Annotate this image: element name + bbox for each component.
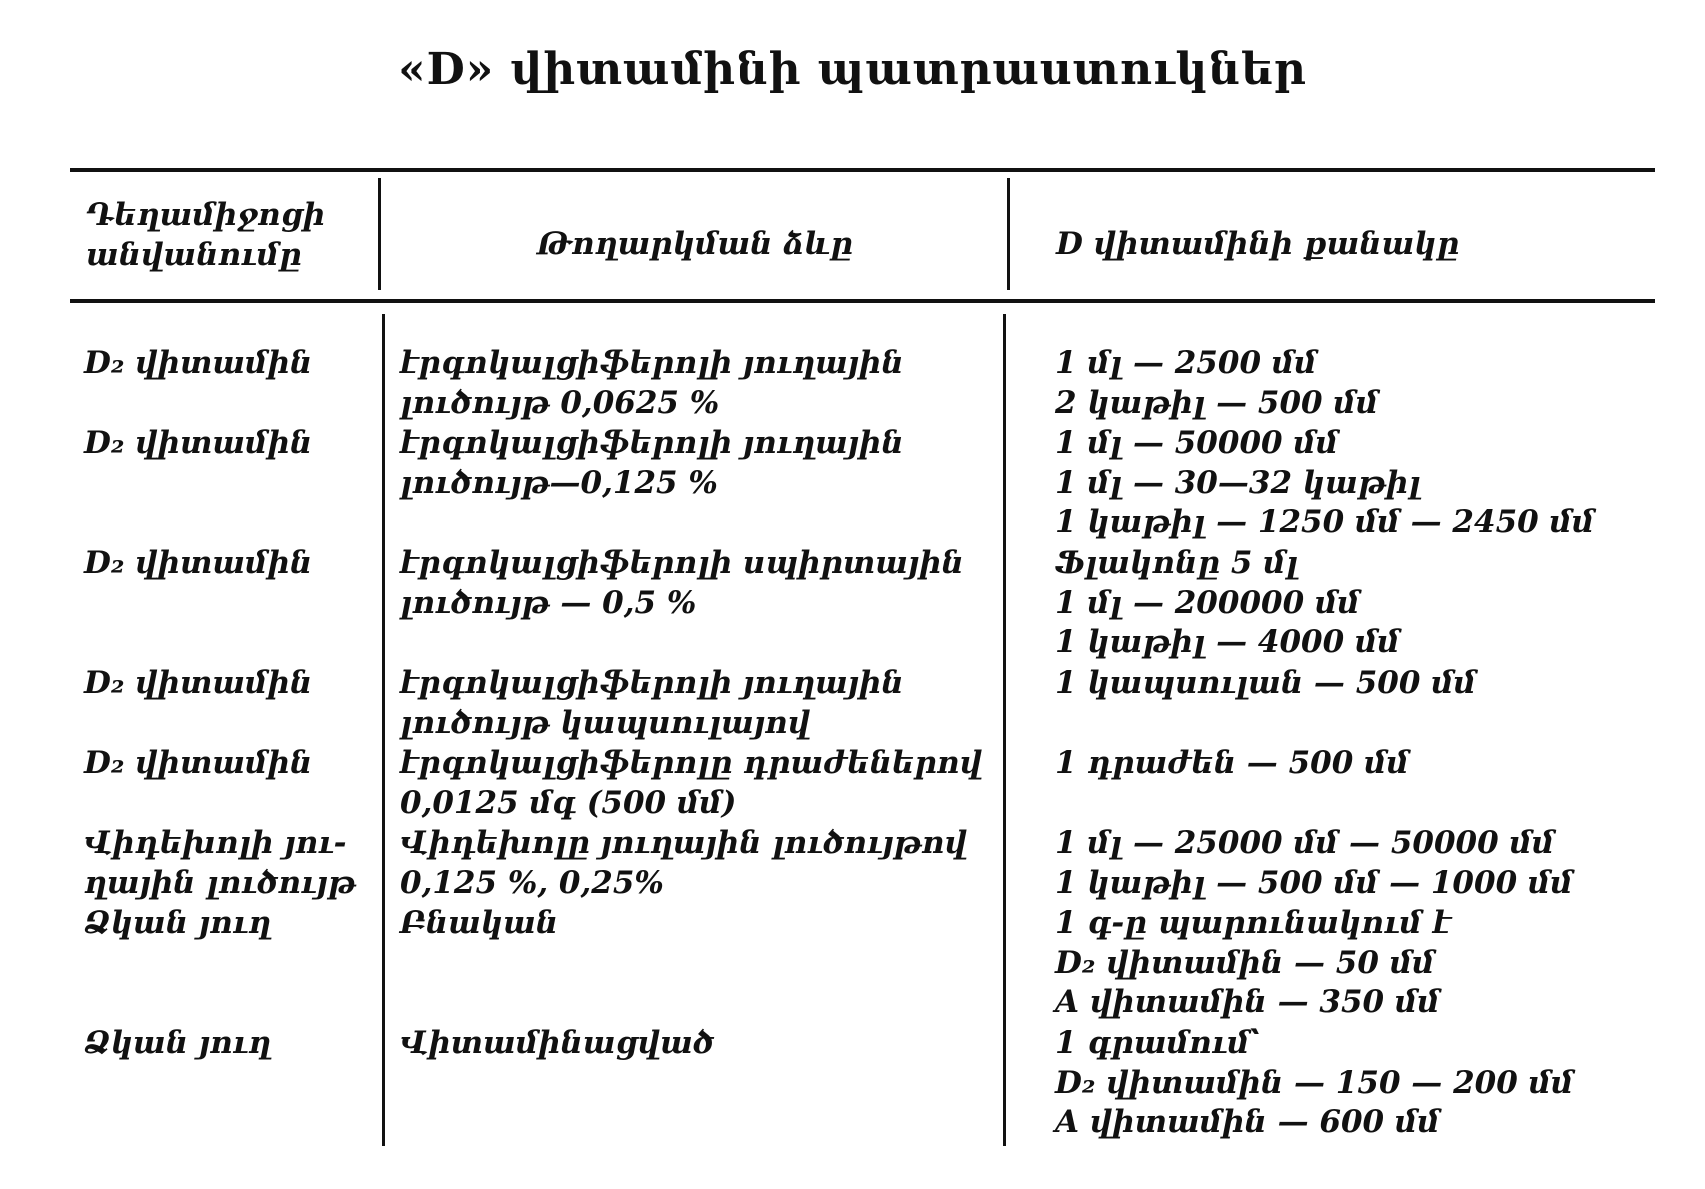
row-5-vitamin-d-amount: 1 դրաժեն — 500 մմ	[1055, 745, 1409, 781]
row-3-release-form: էրգոկալցիֆերոլի սպիրտային լուծույթ — 0,5 %	[400, 545, 964, 621]
row-8-vitamin-d-amount: 1 գրամում՝ D₂ վիտամին — 150 — 200 մմ A վիտամին — 600 մմ	[1055, 1025, 1574, 1140]
header-divider-2	[1007, 178, 1010, 290]
header-divider-1	[378, 178, 381, 290]
page-title: «D» վիտամինի պատրաստուկներ	[398, 44, 1307, 95]
row-2-drug-name: D₂ վիտամին	[84, 425, 313, 461]
row-3-drug-name: D₂ վիտամին	[84, 545, 313, 581]
row-8-release-form: Վիտամինացված	[400, 1025, 715, 1061]
row-1-drug-name: D₂ վիտամին	[84, 345, 313, 381]
row-7-release-form: Բնական	[400, 905, 559, 941]
column-header-drug-name: Դեղամիջոցի անվանումը	[86, 197, 326, 273]
body-divider-2	[1003, 314, 1006, 1146]
row-8-drug-name: Ձկան յուղ	[84, 1025, 272, 1061]
row-5-release-form: էրգոկալցիֆերոլը դրաժեներով 0,0125 մգ (500 մմ)	[400, 745, 983, 821]
body-divider-1	[382, 314, 385, 1146]
row-6-drug-name: Վիդեխոլի յու- ղային լուծույթ	[84, 825, 356, 901]
column-header-vitamin-d-amount: D վիտամինի քանակը	[1056, 226, 1460, 262]
table-top-rule	[70, 168, 1655, 172]
row-2-vitamin-d-amount: 1 մլ — 50000 մմ 1 մլ — 30—32 կաթիլ 1 կաթիլ — 1250 մմ — 2450 մմ	[1055, 425, 1595, 540]
column-header-release-form: Թողարկման ձևը	[536, 226, 854, 262]
row-4-drug-name: D₂ վիտամին	[84, 665, 313, 701]
row-4-vitamin-d-amount: 1 կապսուլան — 500 մմ	[1055, 665, 1477, 701]
row-6-vitamin-d-amount: 1 մլ — 25000 մմ — 50000 մմ 1 կաթիլ — 500 մմ — 1000 մմ	[1055, 825, 1573, 901]
row-2-release-form: էրգոկալցիֆերոլի յուղային լուծույթ—0,125 %	[400, 425, 904, 501]
row-4-release-form: էրգոկալցիֆերոլի յուղային լուծույթ կապսուլայով	[400, 665, 904, 741]
row-5-drug-name: D₂ վիտամին	[84, 745, 313, 781]
header-bottom-rule	[70, 299, 1655, 303]
row-3-vitamin-d-amount: Ֆլակոնը 5 մլ 1 մլ — 200000 մմ 1 կաթիլ — 4000 մմ	[1055, 545, 1400, 660]
row-1-release-form: էրգոկալցիֆերոլի յուղային լուծույթ 0,0625 %	[400, 345, 904, 421]
row-7-vitamin-d-amount: 1 գ-ը պարունակում է D₂ վիտամին — 50 մմ A վիտամին — 350 մմ	[1055, 905, 1452, 1020]
row-6-release-form: Վիդեխոլը յուղային լուծույթով 0,125 %, 0,25%	[400, 825, 968, 901]
row-1-vitamin-d-amount: 1 մլ — 2500 մմ 2 կաթիլ — 500 մմ	[1055, 345, 1379, 421]
row-7-drug-name: Ձկան յուղ	[84, 905, 272, 941]
